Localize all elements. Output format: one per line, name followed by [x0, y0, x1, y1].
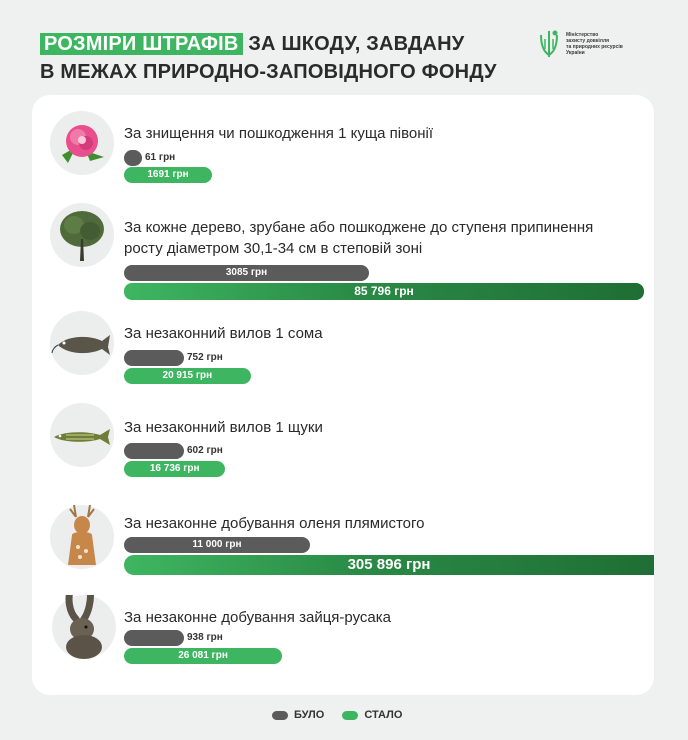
legend-label-old: БУЛО [294, 709, 325, 721]
item-label-peony: За знищення чи пошкодження 1 куща півонії [124, 125, 434, 142]
bar-old-deer [124, 537, 310, 553]
bar-old-label-peony: 61 грн [145, 152, 176, 163]
bar-new-label-tree: 85 796 грн [354, 284, 414, 298]
item-label-deer: За незаконне добування оленя плямистого [124, 515, 425, 532]
legend [272, 709, 402, 721]
item-label-tree: За кожне дерево, зрубане або пошкоджене до ступеня припинення росту діаметром 30,1-34 см в степовій зоні [124, 219, 594, 257]
legend-swatch-new [342, 711, 358, 720]
title-line2: В МЕЖАХ ПРИРОДНО-ЗАПОВІДНОГО ФОНДУ [40, 61, 497, 83]
bar-new-tree [124, 283, 644, 300]
item-label-hare: За незаконне добування зайця-русака [124, 609, 391, 626]
deer-icon [50, 505, 114, 569]
item-label-pike: За незаконний вилов 1 щуки [124, 419, 323, 436]
bar-old-pike [124, 443, 223, 459]
bar-new-catfish [124, 368, 251, 384]
bar-old-hare [124, 630, 223, 646]
bar-new-peony [124, 167, 212, 183]
page-title [40, 30, 497, 86]
legend-swatch-old [272, 711, 288, 720]
bar-new-label-deer: 305 896 грн [347, 556, 431, 573]
catfish-icon [50, 311, 114, 375]
logo-text: Міністерство захисту довкілля та природних ресурсів України [566, 32, 623, 56]
bar-old-catfish [124, 350, 223, 366]
bar-old-tree [124, 265, 369, 281]
legend-item-old [272, 709, 324, 721]
bar-old-label-hare: 938 грн [187, 632, 223, 643]
item-label-catfish: За незаконний вилов 1 сома [124, 325, 323, 342]
bar-old-label-deer: 11 000 грн [192, 539, 242, 550]
title-highlight: РОЗМІРИ ШТРАФІВ [40, 33, 243, 55]
peony-icon [50, 111, 114, 175]
pike-icon [50, 403, 114, 467]
bar-new-label-peony: 1691 грн [147, 169, 189, 180]
bar-old-label-pike: 602 грн [187, 445, 223, 456]
bar-new-label-pike: 16 736 грн [149, 463, 200, 474]
bar-new-label-hare: 26 081 грн [178, 650, 228, 661]
title-rest: ЗА ШКОДУ, ЗАВДАНУ [242, 33, 465, 55]
bar-old-label-tree: 3085 грн [225, 267, 268, 278]
bar-old-label-catfish: 752 грн [187, 352, 223, 363]
legend-label-new: СТАЛО [364, 709, 403, 721]
tree-icon [50, 203, 114, 267]
chart-card [32, 95, 654, 695]
ministry-logo [538, 27, 658, 61]
hare-icon [52, 595, 116, 659]
bar-new-pike [124, 461, 225, 477]
bar-new-label-catfish: 20 915 грн [162, 370, 213, 381]
bar-old-peony [124, 150, 176, 166]
bar-new-deer [124, 555, 654, 575]
bar-new-hare [124, 648, 282, 664]
legend-item-new [342, 709, 402, 721]
trident-icon [538, 29, 560, 59]
